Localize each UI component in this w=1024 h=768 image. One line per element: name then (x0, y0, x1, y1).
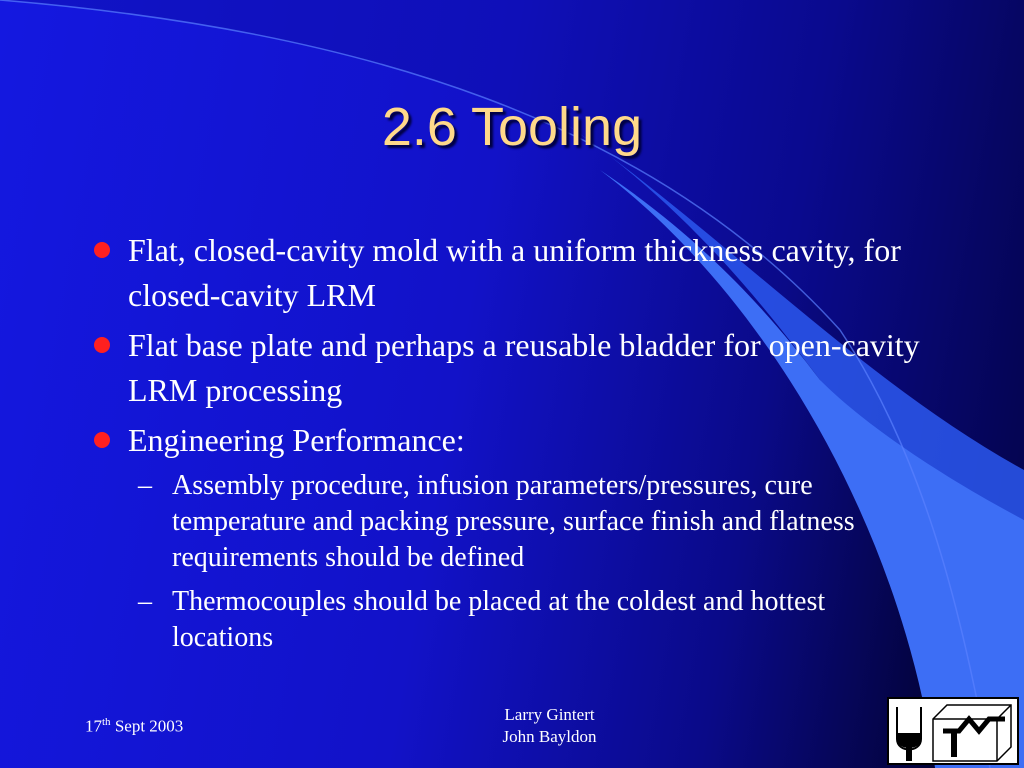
footer-authors (462, 704, 637, 748)
bullet-dot-icon (94, 242, 110, 258)
footer-date-suffix: th (102, 716, 111, 728)
bullet-text: Flat base plate and perhaps a reusable bladder for open-cavity LRM processing (128, 327, 920, 408)
lab-logo-icon (887, 697, 1019, 765)
bullet-item (90, 323, 930, 413)
sub-bullet-item (138, 468, 930, 576)
slide-content (90, 228, 930, 664)
bullet-dot-icon (94, 432, 110, 448)
bullet-dot-icon (94, 337, 110, 353)
slide-title: 2.6 Tooling (381, 97, 643, 157)
sub-bullet-text: Thermocouples should be placed at the coldest and hottest locations (172, 586, 826, 653)
sub-bullet-text: Assembly procedure, infusion parameters/pressures, cure temperature and packing pressure, surface finish and flatness requirements should be defined (172, 470, 855, 573)
bullet-item (90, 228, 930, 318)
footer-date-day: 17 (85, 716, 102, 736)
sub-bullet-dash: – (138, 470, 152, 501)
footer-date (85, 716, 183, 737)
footer-author: John Bayldon (502, 727, 597, 746)
bullet-text: Flat, closed-cavity mold with a uniform thickness cavity, for closed-cavity LRM (128, 232, 901, 313)
footer-author: Larry Gintert (504, 705, 595, 724)
sub-bullet-item (138, 584, 930, 656)
bullet-text: Engineering Performance: (128, 422, 465, 458)
sub-bullet-dash: – (138, 586, 152, 617)
bullet-item (90, 418, 930, 463)
footer-date-rest: Sept 2003 (110, 716, 184, 736)
